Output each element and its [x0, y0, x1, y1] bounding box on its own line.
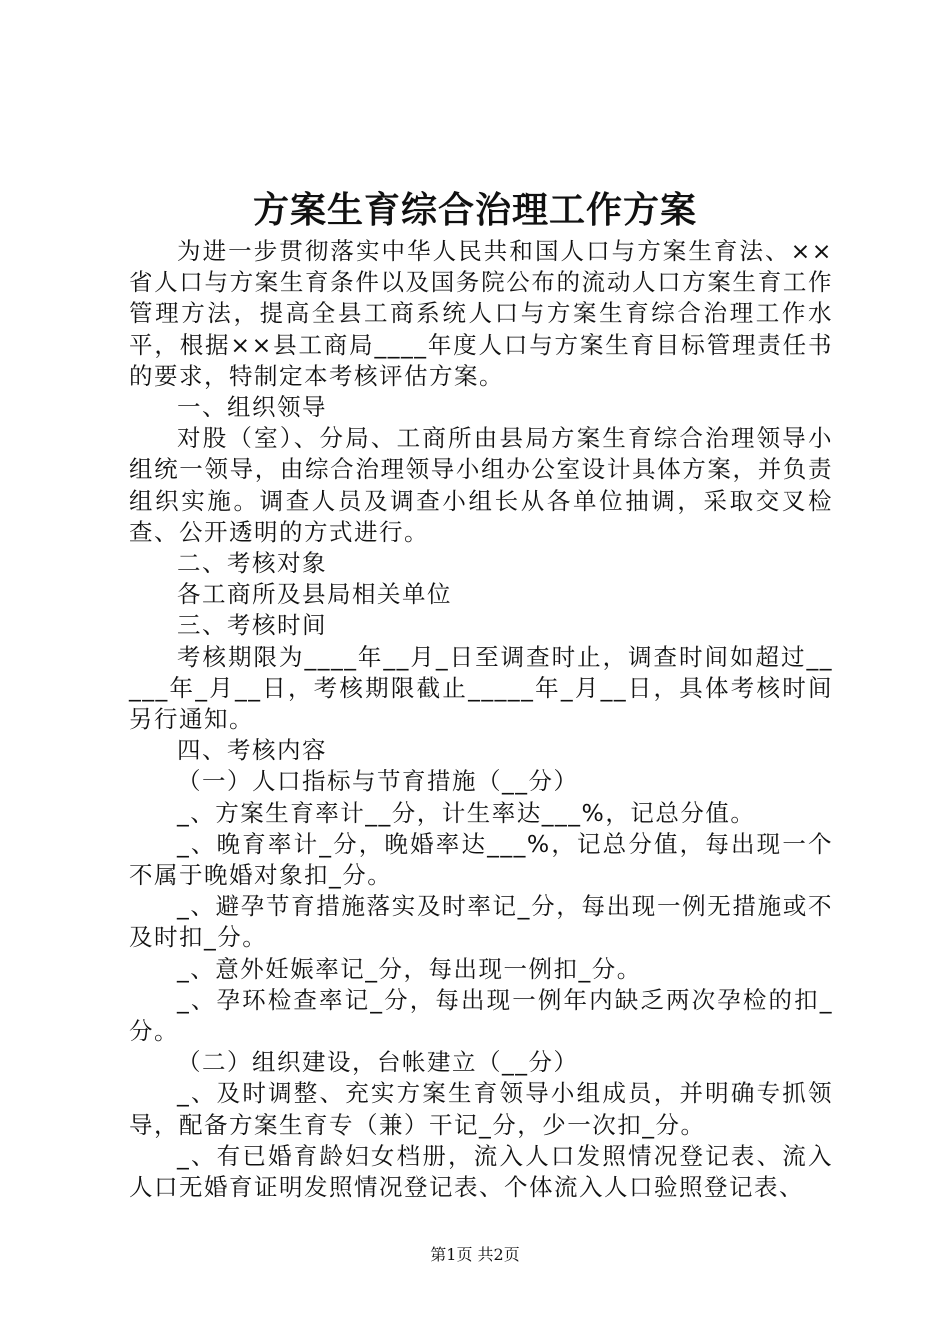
page-number-footer: 第1页 共2页 [430, 1245, 520, 1264]
list-item: _、及时调整、充实方案生育领导小组成员，并明确专抓领导，配备方案生育专（兼）干记_分，少一次扣_分。 [129, 1079, 833, 1139]
body-paragraph: 对股（室）、分局、工商所由县局方案生育综合治理领导小组统一领导，由综合治理领导小组办公室设计具体方案，并负责组织实施。调查人员及调查小组长从各单位抽调，采取交叉检查、公开透明的方式进行。 [129, 424, 833, 546]
list-item: _、孕环检查率记_分，每出现一例年内缺乏两次孕检的扣_分。 [129, 985, 833, 1046]
section-heading: 四、考核内容 [177, 736, 327, 765]
body-paragraph: 各工商所及县局相关单位 [177, 580, 452, 609]
document-body [129, 236, 833, 1203]
section-heading: 二、考核对象 [177, 549, 327, 578]
list-item: _、晚育率计_分，晚婚率达___%，记总分值，每出现一个不属于晚婚对象扣_分。 [129, 829, 833, 890]
subsection-heading: （一）人口指标与节育措施（__分） [177, 767, 579, 796]
list-item: _、避孕节育措施落实及时率记_分，每出现一例无措施或不及时扣_分。 [129, 892, 833, 952]
list-item: _、方案生育率计__分，计生率达___%，记总分值。 [177, 798, 756, 827]
body-paragraph: 考核期限为____年__月_日至调查时止，调查时间如超过_____年_月__日，考核期限截止_____年_月__日，具体考核时间另行通知。 [129, 642, 833, 734]
list-item: _、有已婚育龄妇女档册，流入人口发照情况登记表、流入人口无婚育证明发照情况登记表、个体流入人口验照登记表、 [129, 1141, 833, 1202]
subsection-heading: （二）组织建设，台帐建立（__分） [177, 1048, 579, 1077]
list-item: _、意外妊娠率记_分，每出现一例扣_分。 [177, 954, 642, 983]
section-heading: 三、考核时间 [177, 611, 327, 640]
section-heading: 一、组织领导 [177, 393, 327, 422]
document-title: 方案生育综合治理工作方案 [252, 189, 697, 231]
intro-paragraph: 为进一步贯彻落实中华人民共和国人口与方案生育法、××省人口与方案生育条件以及国务院公布的流动人口方案生育工作管理方法，提高全县工商系统人口与方案生育综合治理工作水平，根据××县工商局____年度人口与方案生育目标管理责任书的要求，特制定本考核评估方案。 [129, 237, 833, 390]
